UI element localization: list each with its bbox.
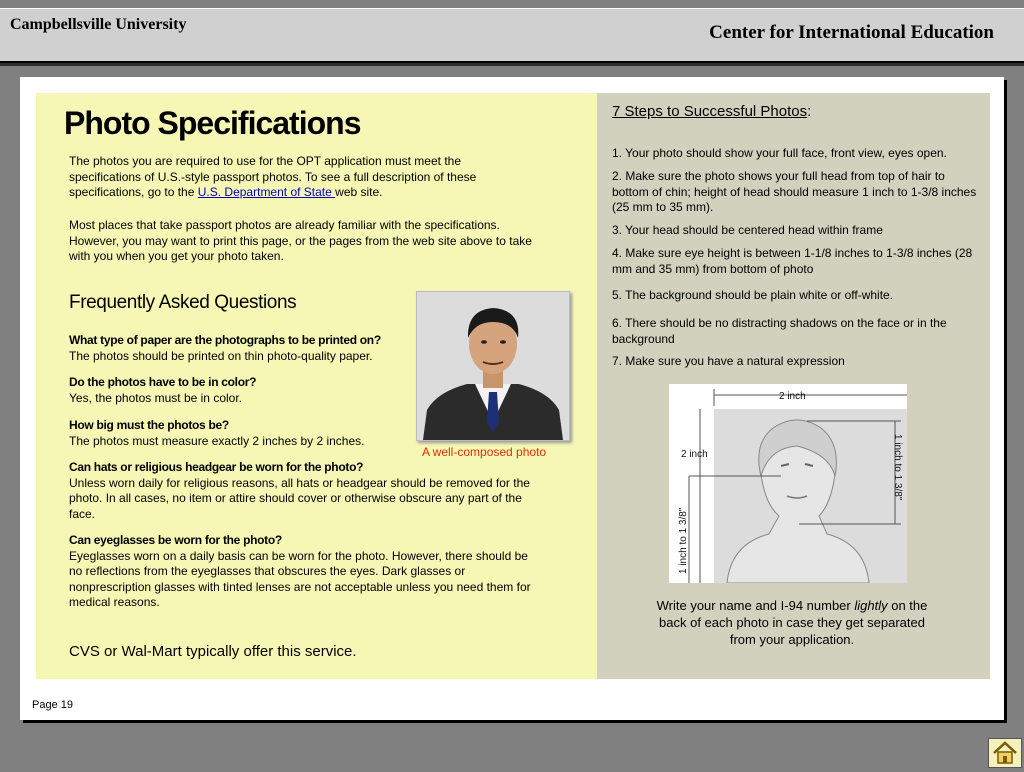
state-department-link[interactable]: U.S. Department of State — [197, 185, 336, 199]
faq-question: Can eyeglasses be worn for the photo? — [69, 533, 282, 547]
sample-photo — [416, 291, 570, 441]
university-name: Campbellsville University — [10, 16, 187, 33]
faq-item — [69, 418, 409, 449]
portrait-illustration — [417, 292, 569, 440]
faq-answer: Eyeglasses worn on a daily basis can be worn for the photo. However, there should be no reflections from the eyeglasses that obscures the eyes. Dark glasses or nonprescription glasses with tinted lenses are not acceptable unless you need them for medical reasons. — [69, 548, 531, 609]
faq-heading: Frequently Asked Questions — [69, 292, 297, 313]
left-panel — [36, 93, 597, 679]
head-height-label: 1 inch to 1 3/8" — [892, 434, 903, 501]
center-name: Center for International Education — [709, 22, 994, 43]
step-item: 6. There should be no distracting shadows on the face or in the background — [612, 316, 947, 346]
width-label: 2 inch — [779, 391, 806, 402]
faq-item — [69, 460, 544, 522]
faq-question: Can hats or religious headgear be worn for the photo? — [69, 460, 364, 474]
home-button[interactable] — [988, 738, 1022, 768]
right-panel — [597, 93, 990, 679]
intro-paragraph-2: Most places that take passport photos are already familiar with the specifications. However, you may want to print this page, or the pages from the web site above to take with you when you get your photo taken. — [69, 218, 532, 263]
faq-answer: Yes, the photos must be in color. — [69, 390, 242, 405]
faq-item — [69, 375, 409, 406]
page-title: Photo Specifications — [64, 105, 361, 141]
intro-paragraph-1: The photos you are required to use for the OPT application must meet the specifications of U.S.-style passport photos. To see a full description of these specifications, go to the U.S. Department of State web site. — [69, 154, 477, 199]
step-item: 2. Make sure the photo shows your full head from top of hair to bottom of chin; height of head should measure 1 inch to 1-3/8 inches (25 mm to 35 mm). — [612, 169, 977, 214]
faq-item — [69, 333, 409, 364]
home-icon — [989, 739, 1021, 767]
faq-answer: The photos must measure exactly 2 inches by 2 inches. — [69, 433, 365, 448]
page-number: Page 19 — [32, 699, 73, 711]
faq-answer: The photos should be printed on thin photo-quality paper. — [69, 348, 373, 363]
steps-heading: 7 Steps to Successful Photos: — [612, 103, 812, 120]
faq-question: Do the photos have to be in color? — [69, 375, 257, 389]
photo-dimensions-diagram — [669, 384, 907, 583]
faq-question: What type of paper are the photographs to be printed on? — [69, 333, 381, 347]
faq-answer: Unless worn daily for religious reasons, all hats or headgear should be removed for the photo. In all cases, no item or attire should cover or otherwise obscure any part of the face. — [69, 475, 530, 521]
photo-caption: A well-composed photo — [422, 445, 547, 459]
step-item: 3. Your head should be centered head within frame — [612, 223, 883, 237]
height-label: 2 inch — [681, 449, 708, 460]
faq-item — [69, 533, 544, 611]
name-on-back-note: Write your name and I-94 number lightly on the back of each photo in case they get separated from your application. — [656, 598, 928, 647]
faq-question: How big must the photos be? — [69, 418, 229, 432]
step-item: 4. Make sure eye height is between 1-1/8 inches to 1-3/8 inches (28 mm and 35 mm) from bottom of photo — [612, 246, 973, 276]
header-bar — [0, 8, 1024, 63]
slide-page — [20, 77, 1004, 720]
step-item: 1. Your photo should show your full face, front view, eyes open. — [612, 146, 947, 160]
step-item: 5. The background should be plain white or off-white. — [612, 288, 894, 302]
eye-height-label: 1 inch to 1 3/8" — [678, 507, 689, 574]
store-note: CVS or Wal-Mart typically offer this service. — [69, 643, 357, 660]
step-item: 7. Make sure you have a natural expression — [612, 354, 845, 368]
